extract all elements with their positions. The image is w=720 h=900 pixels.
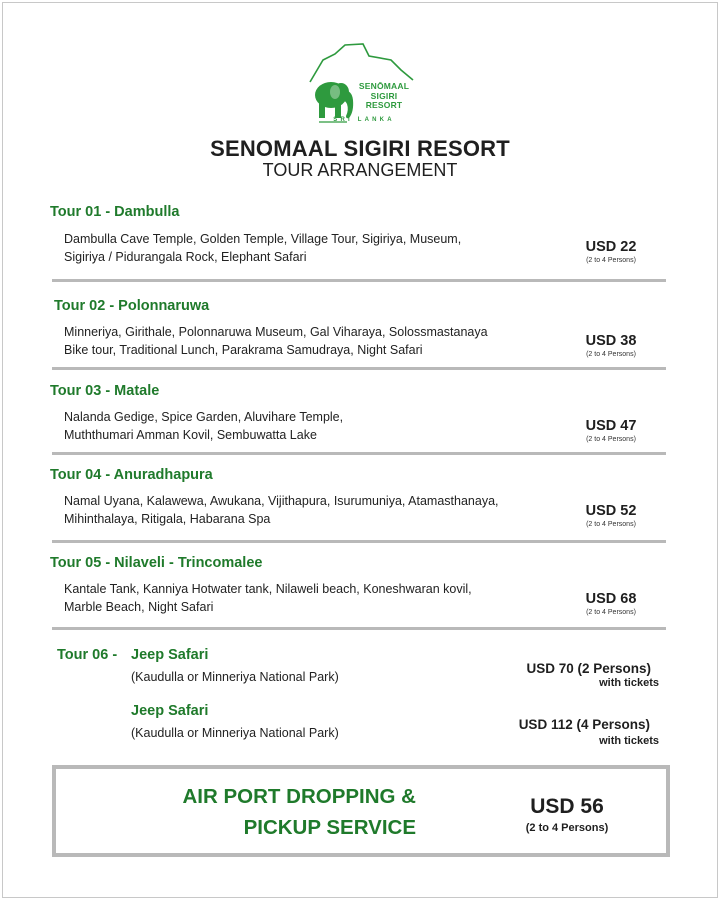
tour-desc-line: Nalanda Gedige, Spice Garden, Aluvihare Temple, <box>64 410 344 424</box>
airport-service-title-line-2: PICKUP SERVICE <box>243 816 416 839</box>
page-subtitle: TOUR ARRANGEMENT <box>262 160 458 180</box>
tour-title: Tour 05 - Nilaveli - Trincomalee <box>50 555 263 571</box>
tour-description <box>64 580 554 616</box>
tour-desc-line: Kantale Tank, Kanniya Hotwater tank, Nilaweli beach, Koneshwaran kovil, <box>64 582 472 596</box>
jeep-option-price: USD 70 (2 Persons) <box>526 661 651 676</box>
logo-wordmark <box>352 82 416 111</box>
section-divider <box>52 452 666 455</box>
tour-description <box>64 408 554 444</box>
logo-line-3: RESORT <box>365 100 403 110</box>
tour-title: Tour 02 - Polonnaruwa <box>54 298 210 314</box>
tour-desc-line: Bike tour, Traditional Lunch, Parakrama Samudraya, Night Safari <box>64 343 423 357</box>
tour-title: Tour 03 - Matale <box>50 383 160 399</box>
jeep-option-title: Jeep Safari <box>131 703 209 719</box>
logo-line-1: SENŌMAAL <box>358 81 410 91</box>
tour-desc-line: Minneriya, Girithale, Polonnaruwa Museum, Gal Viharaya, Solossmastanaya <box>64 325 488 339</box>
tour-price: USD 22 <box>585 239 637 255</box>
section-divider <box>52 279 666 282</box>
tour-price-note: (2 to 4 Persons) <box>586 609 636 616</box>
jeep-option-note: with tickets <box>599 677 659 689</box>
section-divider <box>52 540 666 543</box>
tour-title: Tour 06 - <box>57 647 118 663</box>
tour-desc-line: Muththumari Amman Kovil, Sembuwatta Lake <box>64 428 317 442</box>
tour-title: Tour 01 - Dambulla <box>50 204 180 220</box>
tour-price-note: (2 to 4 Persons) <box>586 351 636 358</box>
jeep-option-price: USD 112 (4 Persons) <box>518 717 650 732</box>
logo-line-2: SIGIRI <box>370 90 398 101</box>
tour-description <box>64 492 554 528</box>
tour-price-note: (2 to 4 Persons) <box>586 521 636 528</box>
tour-description <box>64 230 554 266</box>
jeep-option-desc: (Kaudulla or Minneriya National Park) <box>131 670 339 684</box>
airport-service-price-note: (2 to 4 Persons) <box>525 822 609 834</box>
tour-title: Tour 04 - Anuradhapura <box>50 467 213 483</box>
page-title: SENOMAAL SIGIRI RESORT <box>210 136 510 161</box>
tour-price-note: (2 to 4 Persons) <box>586 257 636 264</box>
jeep-option-note: with tickets <box>599 735 659 747</box>
jeep-option-desc: (Kaudulla or Minneriya National Park) <box>131 726 339 740</box>
jeep-option-title: Jeep Safari <box>131 647 209 663</box>
section-divider <box>52 627 666 630</box>
airport-service-price: USD 56 <box>530 795 604 818</box>
tour-price: USD 47 <box>585 418 637 434</box>
tour-desc-line: Mihinthalaya, Ritigala, Habarana Spa <box>64 512 271 526</box>
tour-desc-line: Marble Beach, Night Safari <box>64 600 214 614</box>
tour-description <box>64 323 554 359</box>
airport-service-title-line-1: AIR PORT DROPPING & <box>182 785 416 808</box>
tour-price-note: (2 to 4 Persons) <box>586 436 636 443</box>
logo-country: SRI LANKA <box>333 117 395 123</box>
tour-price: USD 52 <box>585 503 637 519</box>
section-divider <box>52 367 666 370</box>
tour-desc-line: Dambulla Cave Temple, Golden Temple, Village Tour, Sigiriya, Museum, <box>64 232 462 246</box>
tour-desc-line: Namal Uyana, Kalawewa, Awukana, Vijithapura, Isurumuniya, Atamasthanaya, <box>64 494 499 508</box>
tour-desc-line: Sigiriya / Pidurangala Rock, Elephant Safari <box>64 250 307 264</box>
tour-price: USD 68 <box>585 591 637 607</box>
tour-price: USD 38 <box>585 333 637 349</box>
